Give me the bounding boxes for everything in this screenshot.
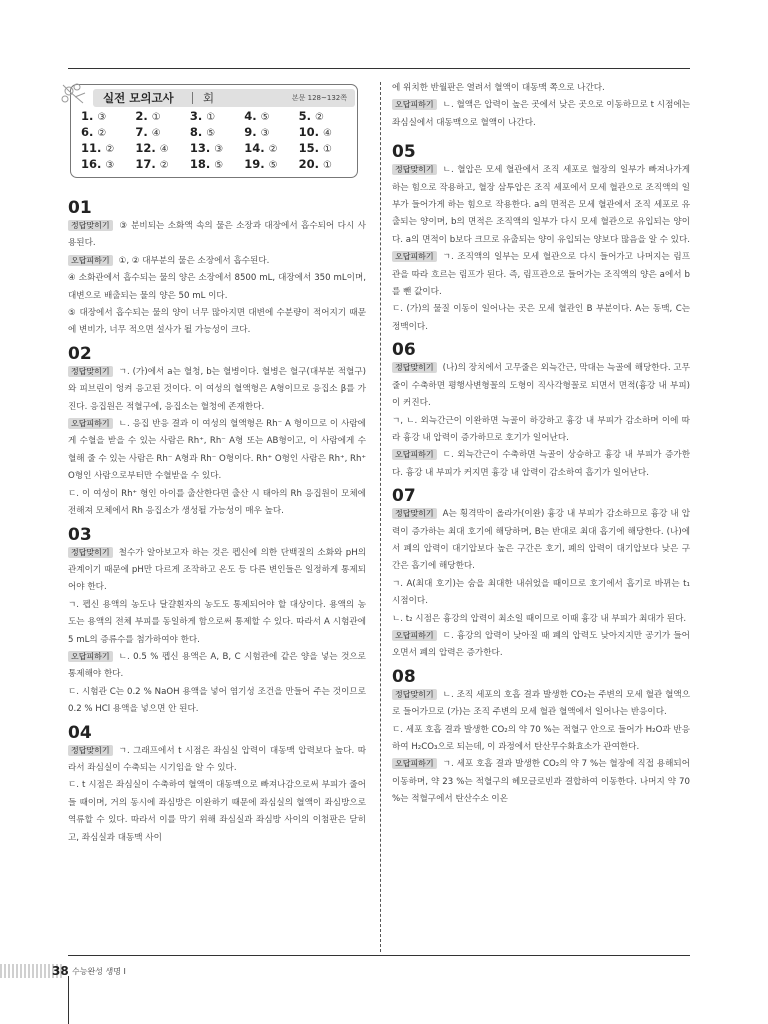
book-name: 수능완성 bbox=[72, 967, 103, 976]
flower-ornament-icon bbox=[57, 79, 91, 109]
explanation-text: ④ 소화관에서 흡수되는 물의 양은 소장에서 8500 mL, 대장에서 350 mL이며, 대변으로 배출되는 물의 양은 50 mL 이다. bbox=[68, 273, 366, 301]
answer-tag: 정답맞히기 bbox=[68, 366, 113, 377]
answer-choice: ① bbox=[323, 160, 332, 171]
question-no: 6. bbox=[81, 125, 94, 139]
question-04-continued bbox=[392, 80, 690, 132]
question-no: 2. bbox=[135, 109, 148, 123]
question-06 bbox=[392, 340, 690, 482]
question-no: 4. bbox=[244, 109, 257, 123]
question-number: 04 bbox=[68, 722, 92, 743]
answer-box-title: 실전 모의고사 bbox=[103, 91, 174, 105]
column-divider bbox=[380, 82, 381, 952]
explanation-text: ㄱ. 펩신 용액의 농도나 달걀흰자의 농도도 통제되어야 할 대상이다. 용액의 농도는 용액의 전체 부피를 동일하게 함으로써 통제할 수 있다. 따라서 A 시험관에 5 mL의 증류수를 첨가하여야 한다. bbox=[68, 599, 366, 645]
question-no: 14. bbox=[244, 141, 265, 155]
question-no: 18. bbox=[189, 157, 211, 171]
answer-choice: ④ bbox=[323, 128, 332, 139]
question-number: 05 bbox=[392, 142, 416, 163]
answer-cell bbox=[299, 109, 353, 125]
question-no: 20. bbox=[298, 157, 319, 171]
answer-choice: ③ bbox=[97, 112, 107, 123]
answer-choice: ③ bbox=[105, 160, 115, 171]
answer-choice: ③ bbox=[260, 128, 270, 139]
explanation-text: A는 횡격막이 올라가(이완) 흉강 내 부피가 감소하므로 흉강 내 압력이 증가하는 최대 호기에 해당하며, B는 반대로 최대 흡기에 해당한다. (나)에서 폐의 압력이 대기압보다 높은 구간은 호기, 폐의 압력이 대기압보다 낮은 구간은 흡기에 해당한다. bbox=[392, 509, 690, 572]
question-05 bbox=[392, 142, 690, 336]
bottom-rule bbox=[68, 955, 690, 956]
page-number: 38 bbox=[52, 964, 69, 978]
explanation-text: 철수가 알아보고자 하는 것은 펩신에 의한 단백질의 소화와 pH의 관계이기 때문에 pH만 다르게 조작하고 온도 등 다른 변인들은 일정하게 통제되어야 한다. bbox=[68, 547, 366, 593]
explanation-text: ㄱ. 조직액의 일부는 모세 혈관으로 다시 들어가고 나머지는 림프관을 따라 흐르는 림프가 된다. 즉, 림프관으로 들어가는 조직액의 양은 a에서 b를 뺀 값이다. bbox=[392, 252, 690, 298]
answer-cell bbox=[135, 157, 189, 173]
answer-choice: ④ bbox=[151, 128, 161, 139]
question-number: 01 bbox=[68, 198, 92, 218]
answer-cell bbox=[190, 141, 244, 157]
question-no: 11. bbox=[81, 141, 102, 155]
answer-cell bbox=[299, 125, 353, 141]
explanation-text: ㄴ. 혈압은 모세 혈관에서 조직 세포로 혈장의 일부가 빠져나가게 하는 힘으로 작용하고, 혈장 삼투압은 조직 세포에서 모세 혈관으로 조직액의 일부가 들어가게 하는 힘으로 작용한다. a의 면적은 모세 혈관에서 조직 세포로 유출되는 양이며, b의 면적은 조직액의 일부가 다시 모세 혈관으로 유입되는 양이다. a의 면적이 b보다 크므로 유출되는 양이 유입되는 양보다 많음을 알 수 있다. bbox=[392, 165, 691, 245]
answer-cell bbox=[81, 109, 135, 125]
subject-name: 생명 Ⅰ bbox=[105, 967, 126, 976]
answer-cell bbox=[135, 125, 189, 141]
explanation-text: ③ 분비되는 소화액 속의 물은 소장과 대장에서 흡수되어 다시 사용된다. bbox=[68, 221, 366, 249]
answer-cell bbox=[299, 157, 353, 173]
answer-cell bbox=[135, 141, 189, 157]
answer-box bbox=[70, 84, 358, 178]
question-no: 19. bbox=[244, 157, 265, 171]
question-number: 02 bbox=[68, 343, 92, 364]
answer-choice: ④ bbox=[159, 144, 169, 155]
answer-row bbox=[81, 157, 353, 173]
explanation-text: ①, ② 대부분의 물은 소장에서 흡수된다. bbox=[118, 255, 270, 266]
wrong-tag: 오답피하기 bbox=[392, 449, 437, 460]
explanation-text: ㄷ. 흉강의 압력이 낮아질 때 폐의 압력도 낮아지지만 공기가 들어오면서 폐의 압력은 증가한다. bbox=[392, 630, 690, 659]
book-title bbox=[72, 966, 126, 977]
question-number: 03 bbox=[68, 524, 92, 545]
explanation-text: ㄷ. t 시점은 좌심실이 수축하여 혈액이 대동맥으로 빠져나감으로써 부피가 줄어들 때이며, 거의 동시에 좌심방은 이완하기 때문에 좌심실의 혈액이 좌심방으로 역류할 수 있다. 따라서 이를 막기 위해 좌심실과 좌심방 사이의 이첨판은 닫히고, 좌심실과 대동맥 사이 bbox=[68, 780, 366, 843]
question-no: 9. bbox=[244, 125, 257, 139]
answer-cell bbox=[244, 141, 298, 157]
question-no: 8. bbox=[189, 125, 203, 139]
wrong-tag: 오답피하기 bbox=[392, 630, 437, 641]
explanation-text: ㄱ. (가)에서 a는 혈청, b는 혈병이다. 혈병은 혈구(대부분 적혈구)와 피브린이 엉켜 응고된 것이다. 이 여성의 혈액형은 A형이므로 응집소 β를 가진다. 응집원은 적혈구에, 응집소는 혈청에 존재한다. bbox=[68, 366, 366, 412]
explanation-text: ㄴ. 조직 세포의 호흡 결과 발생한 CO₂는 주변의 모세 혈관 혈액으로 들어가므로 (가)는 조직 주변의 모세 혈관 혈액에서 일어나는 반응이다. bbox=[392, 689, 690, 718]
explanation-text: ⑤ 대장에서 흡수되는 물의 양이 너무 많아지면 대변에 수분량이 적어지기 때문에 변비가, 너무 적으면 설사가 될 가능성이 크다. bbox=[68, 308, 366, 336]
wrong-tag: 오답피하기 bbox=[392, 251, 437, 262]
answer-tag: 정답맞히기 bbox=[392, 689, 437, 700]
answer-row bbox=[81, 141, 353, 157]
explanation-text: ㄴ. 응집 반응 결과 이 여성의 혈액형은 Rh⁻ A 형이므로 이 사람에게 수혈을 받을 수 있는 사람은 Rh⁺, Rh⁻ A형 또는 AB형이고, 이 사람에게 수혈해 줄 수 있는 사람은 Rh⁻ A형과 Rh⁻ O형이다. Rh⁺ O형인 사람은 Rh⁺, Rh⁺ O형인 사람으로부터만 수혈받을 수 있다. bbox=[68, 419, 366, 482]
explanation-text: ㄷ. 외늑간근이 수축하면 늑골이 상승하고 흉강 내 부피가 증가한다. 흉강 내 부피가 커지면 흉강 내 압력이 감소하여 흡기가 일어난다. bbox=[392, 450, 690, 478]
question-no: 3. bbox=[189, 109, 203, 123]
answer-choice: ② bbox=[97, 128, 107, 139]
header-divider bbox=[192, 92, 193, 104]
wrong-tag: 오답피하기 bbox=[68, 255, 113, 266]
answer-cell bbox=[190, 157, 244, 173]
answer-cell bbox=[244, 157, 298, 173]
answer-choice: ② bbox=[159, 160, 169, 171]
question-no: 17. bbox=[135, 157, 156, 171]
answer-choice: ⑤ bbox=[206, 128, 216, 139]
question-no: 1. bbox=[81, 109, 94, 123]
question-03 bbox=[68, 525, 366, 719]
answer-box-page-note: 본문 128~132쪽 bbox=[291, 94, 347, 102]
wrong-tag: 오답피하기 bbox=[392, 99, 437, 110]
answer-choice: ② bbox=[268, 144, 278, 155]
explanation-text: ㄷ. 세포 호흡 결과 발생한 CO₂의 약 70 %는 적혈구 안으로 들어가 H₂O과 반응하여 H₂CO₃으로 되는데, 이 과정에서 탄산무수화효소가 관여한다. bbox=[392, 724, 690, 752]
answer-cell bbox=[244, 125, 298, 141]
question-number: 06 bbox=[392, 340, 416, 361]
explanation-text: ㄱ, ㄴ. 외늑간근이 이완하면 늑골이 하강하고 흉강 내 부피가 감소하며 이에 따라 흉강 내 압력이 증가하므로 호기가 일어난다. bbox=[392, 415, 690, 443]
answer-choice: ① bbox=[151, 112, 161, 123]
wrong-tag: 오답피하기 bbox=[68, 651, 113, 662]
question-08 bbox=[392, 667, 690, 809]
answer-row bbox=[81, 109, 353, 125]
question-no: 13. bbox=[189, 141, 211, 155]
wrong-tag: 오답피하기 bbox=[392, 758, 437, 769]
explanation-text: ㄷ. (가)의 물질 이동이 일어나는 곳은 모세 혈관인 B 부분이다. A는 동맥, C는 정맥이다. bbox=[392, 304, 690, 332]
question-no: 16. bbox=[81, 157, 102, 171]
answer-choice: ② bbox=[105, 144, 115, 155]
question-no: 12. bbox=[135, 141, 156, 155]
answer-choice: ③ bbox=[214, 144, 224, 155]
answer-box-header bbox=[93, 89, 355, 107]
left-column bbox=[68, 84, 366, 847]
footer-rule bbox=[68, 976, 69, 1024]
answer-tag: 정답맞히기 bbox=[392, 508, 437, 519]
answer-choice: ⑤ bbox=[260, 112, 270, 123]
question-no: 10. bbox=[298, 125, 319, 139]
answer-choice: ① bbox=[323, 144, 332, 155]
question-07 bbox=[392, 486, 690, 663]
question-01 bbox=[68, 198, 366, 340]
answer-tag: 정답맞히기 bbox=[392, 164, 437, 175]
wrong-tag: 오답피하기 bbox=[68, 418, 113, 429]
answer-choice: ⑤ bbox=[268, 160, 278, 171]
answer-tag: 정답맞히기 bbox=[68, 745, 113, 756]
question-no: 7. bbox=[135, 125, 148, 139]
answer-cell bbox=[299, 141, 353, 157]
answer-cell bbox=[190, 109, 244, 125]
explanation-text: ㄴ. 혈액은 압력이 높은 곳에서 낮은 곳으로 이동하므로 t 시점에는 좌심실에서 대동맥으로 혈액이 나간다. bbox=[392, 100, 690, 128]
answer-choice: ⑤ bbox=[214, 160, 224, 171]
explanation-text: (나)의 장치에서 고무줄은 외늑간근, 막대는 늑골에 해당한다. 고무줄이 수축하면 평행사변형꼴의 도형이 직사각형꼴로 되면서 면적(흉강 내 부피)이 커진다. bbox=[392, 363, 690, 409]
answer-cell bbox=[190, 125, 244, 141]
answer-cell bbox=[81, 141, 135, 157]
question-no: 15. bbox=[298, 141, 319, 155]
explanation-text: ㄷ. 시험관 C는 0.2 % NaOH 용액을 넣어 염기성 조건을 만들어 주는 것이므로 0.2 % HCl 용액을 넣으면 안 된다. bbox=[68, 686, 366, 715]
right-column bbox=[392, 80, 690, 809]
answer-cell bbox=[81, 157, 135, 173]
explanation-text: ㄱ. 그래프에서 t 시점은 좌심실 압력이 대동맥 압력보다 높다. 따라서 좌심실이 수축되는 시기임을 알 수 있다. bbox=[68, 745, 366, 773]
answer-row bbox=[81, 125, 353, 141]
answer-choice: ② bbox=[315, 112, 324, 123]
question-02 bbox=[68, 344, 366, 521]
answer-tag: 정답맞히기 bbox=[392, 362, 437, 373]
answer-cell bbox=[135, 109, 189, 125]
top-rule bbox=[68, 68, 690, 69]
answer-tag: 정답맞히기 bbox=[68, 547, 113, 558]
explanation-text: ㄴ. t₂ 시점은 흉강의 압력이 최소일 때이므로 이때 흉강 내 부피가 최대가 된다. bbox=[392, 613, 687, 624]
answer-cell bbox=[81, 125, 135, 141]
explanation-text: ㄷ. 이 여성이 Rh⁺ 형인 아이를 출산한다면 출산 시 태아의 Rh 응집원이 모체에 전해져 모체에서 Rh 응집소가 생성될 가능성이 매우 높다. bbox=[68, 488, 366, 517]
answer-box-round: 회 bbox=[203, 91, 215, 105]
question-no: 5. bbox=[298, 109, 311, 123]
explanation-text: ㄱ. 세포 호흡 결과 발생한 CO₂의 약 7 %는 혈장에 직접 용해되어 이동하며, 약 23 %는 적혈구의 헤모글로빈과 결합하여 이동한다. 나머지 약 70 %는 적혈구에서 탄산수소 이온 bbox=[392, 759, 690, 805]
question-number: 08 bbox=[392, 666, 416, 687]
answer-cell bbox=[244, 109, 298, 125]
explanation-text: ㄱ. A(최대 호기)는 숨을 최대한 내쉬었을 때이므로 호기에서 흡기로 바뀌는 t₁ 시점이다. bbox=[392, 578, 690, 607]
question-04 bbox=[68, 723, 366, 847]
answer-choice: ① bbox=[206, 112, 216, 123]
explanation-text: ㄴ. 0.5 % 펩신 용액은 A, B, C 시험관에 같은 양을 넣는 것으로 통제해야 한다. bbox=[68, 651, 366, 680]
answer-grid bbox=[81, 109, 353, 173]
explanation-text: 에 위치한 반월판은 열려서 혈액이 대동맥 쪽으로 나간다. bbox=[392, 83, 605, 93]
answer-tag: 정답맞히기 bbox=[68, 220, 113, 231]
question-number: 07 bbox=[392, 486, 416, 507]
